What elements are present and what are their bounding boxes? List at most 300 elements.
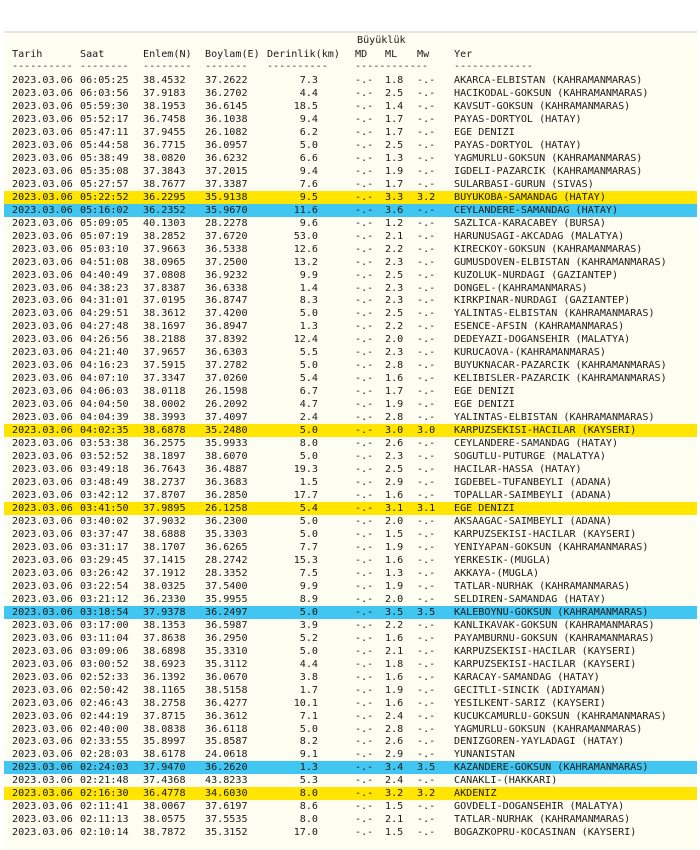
cell-time: 05:03:10 [80, 243, 129, 255]
cell-date: 2023.03.06 [12, 360, 73, 372]
table-row[interactable] [4, 230, 697, 243]
cell-ml: 1.8 [385, 658, 404, 670]
cell-ml: 1.7 [385, 386, 404, 398]
table-row[interactable] [4, 645, 697, 658]
cell-location: ESENCE-AFSIN (KAHRAMANMARAS) [454, 321, 625, 333]
cell-time: 05:07:19 [80, 230, 129, 242]
cell-depth: 7.3 [299, 75, 318, 86]
cell-mw: 3.1 [417, 503, 436, 514]
cell-mw: -.- [417, 541, 436, 553]
cell-longitude: 36.8947 [205, 321, 248, 333]
cell-ml: 2.3 [385, 451, 404, 463]
cell-longitude: 37.2015 [205, 165, 248, 177]
cell-time: 03:11:04 [80, 632, 129, 644]
table-row[interactable] [4, 165, 697, 178]
cell-location: SULARBASI-GURUN (SIVAS) [454, 178, 594, 190]
cell-time: 02:24:03 [80, 762, 129, 774]
cell-time: 04:29:51 [80, 308, 129, 320]
cell-ml: 2.0 [385, 515, 404, 527]
cell-time: 03:49:18 [80, 464, 129, 476]
cell-md: -.- [355, 152, 374, 164]
cell-latitude: 38.6898 [143, 645, 186, 657]
cell-latitude: 37.0808 [143, 269, 186, 281]
cell-longitude: 36.6118 [205, 723, 248, 735]
cell-ml: 3.6 [385, 204, 404, 216]
cell-location: SOGUTLU-PUTURGE (MALATYA) [454, 451, 606, 463]
table-row[interactable] [4, 126, 697, 139]
table-row[interactable] [4, 580, 697, 593]
cell-ml: 2.8 [385, 723, 404, 735]
cell-mw: -.- [417, 282, 436, 294]
table-row[interactable] [4, 307, 697, 320]
table-row[interactable] [4, 256, 697, 269]
table-row[interactable] [4, 684, 697, 697]
cell-date: 2023.03.06 [12, 425, 73, 437]
table-row[interactable] [4, 710, 697, 723]
cell-date: 2023.03.06 [12, 399, 73, 411]
cell-depth: 12.4 [293, 334, 318, 346]
cell-longitude: 35.3310 [205, 645, 248, 657]
cell-location: AKDENIZ [454, 788, 497, 800]
table-row[interactable] [4, 671, 697, 684]
cell-location: PAYAMBURNU-GOKSUN (KAHRAMANMARAS) [454, 632, 655, 644]
cell-date: 2023.03.06 [12, 165, 73, 177]
cell-time: 04:06:03 [80, 386, 129, 398]
table-row[interactable] [4, 282, 697, 295]
table-row[interactable] [4, 424, 697, 437]
cell-md: -.- [355, 438, 374, 450]
cell-depth: 5.4 [299, 373, 318, 385]
cell-md: -.- [355, 606, 374, 618]
cell-longitude: 43.8233 [205, 775, 248, 787]
cell-md: -.- [355, 503, 374, 514]
table-row[interactable] [4, 787, 697, 800]
cell-date: 2023.03.06 [12, 801, 73, 813]
cell-location: GUMUSDOVEN-ELBISTAN (KAHRAMANMARAS) [454, 256, 667, 268]
cell-time: 05:47:11 [80, 126, 129, 138]
table-row[interactable] [4, 139, 697, 152]
table-row[interactable] [4, 191, 697, 204]
cell-ml: 1.5 [385, 801, 404, 813]
cell-md: -.- [355, 269, 374, 281]
cell-time: 02:10:14 [80, 827, 129, 839]
cell-md: -.- [355, 515, 374, 527]
cell-depth: 9.1 [299, 749, 318, 761]
cell-mw: -.- [417, 684, 436, 696]
cell-latitude: 38.0067 [143, 801, 186, 813]
table-row[interactable] [4, 346, 697, 359]
cell-latitude: 37.9183 [143, 87, 186, 99]
cell-md: -.- [355, 528, 374, 540]
cell-md: -.- [355, 736, 374, 748]
col-header-location: Yer [454, 49, 473, 60]
cell-latitude: 37.8715 [143, 710, 186, 722]
cell-latitude: 37.5915 [143, 360, 186, 372]
table-row[interactable] [4, 800, 697, 813]
cell-location: SAZLICA-KARACABEY (BURSA) [454, 217, 606, 229]
table-row[interactable] [4, 178, 697, 191]
cell-latitude: 37.9032 [143, 515, 186, 527]
cell-date: 2023.03.06 [12, 347, 73, 359]
cell-date: 2023.03.06 [12, 541, 73, 553]
cell-ml: 1.9 [385, 541, 404, 553]
cell-date: 2023.03.06 [12, 788, 73, 800]
cell-time: 04:38:23 [80, 282, 129, 294]
cell-mw: -.- [417, 139, 436, 151]
cell-latitude: 36.2295 [143, 191, 186, 203]
cell-md: -.- [355, 541, 374, 553]
cell-depth: 9.6 [299, 217, 318, 229]
cell-ml: 1.9 [385, 684, 404, 696]
cell-depth: 2.4 [299, 412, 318, 424]
table-row[interactable] [4, 411, 697, 424]
cell-time: 04:02:35 [80, 425, 129, 437]
table-row[interactable] [4, 372, 697, 385]
cell-mw: -.- [417, 528, 436, 540]
cell-location: KARPUZSEKISI-HACILAR (KAYSERI) [454, 658, 637, 670]
table-row[interactable] [4, 398, 697, 411]
cell-date: 2023.03.06 [12, 515, 73, 527]
cell-ml: 2.6 [385, 736, 404, 748]
cell-latitude: 38.0002 [143, 399, 186, 411]
table-row[interactable] [4, 320, 697, 333]
cell-longitude: 36.2497 [205, 606, 248, 618]
cell-depth: 17.7 [293, 490, 318, 502]
cell-depth: 6.6 [299, 152, 318, 164]
table-row[interactable] [4, 761, 697, 774]
table-row[interactable] [4, 204, 697, 217]
cell-date: 2023.03.06 [12, 269, 73, 281]
table-row[interactable] [4, 554, 697, 567]
table-row[interactable] [4, 632, 697, 645]
cell-date: 2023.03.06 [12, 139, 73, 151]
cell-md: -.- [355, 165, 374, 177]
cell-mw: -.- [417, 451, 436, 463]
cell-time: 04:16:23 [80, 360, 129, 372]
cell-latitude: 38.1353 [143, 619, 186, 631]
cell-location: PAYAS-DORTYOL (HATAY) [454, 139, 582, 151]
cell-location: KIRECKOY-GOKSUN (KAHRAMANMARAS) [454, 243, 643, 255]
cell-mw: -.- [417, 308, 436, 320]
cell-md: -.- [355, 425, 374, 437]
cell-md: -.- [355, 295, 374, 307]
col-header-longitude: Boylam(E) [205, 49, 260, 60]
cell-time: 02:11:41 [80, 801, 129, 813]
cell-longitude: 28.2278 [205, 217, 248, 229]
cell-md: -.- [355, 658, 374, 670]
table-row[interactable] [4, 450, 697, 463]
table-row[interactable] [4, 697, 697, 710]
table-row[interactable] [4, 243, 697, 256]
table-row[interactable] [4, 541, 697, 554]
cell-time: 02:52:33 [80, 671, 129, 683]
cell-date: 2023.03.06 [12, 243, 73, 255]
cell-md: -.- [355, 671, 374, 683]
cell-date: 2023.03.06 [12, 308, 73, 320]
cell-md: -.- [355, 204, 374, 216]
cell-mw: -.- [417, 100, 436, 112]
table-row[interactable] [4, 152, 697, 165]
cell-location: BUYUKNACAR-PAZARCIK (KAHRAMANMARAS) [454, 360, 667, 372]
cell-date: 2023.03.06 [12, 282, 73, 294]
cell-latitude: 38.2852 [143, 230, 186, 242]
cell-time: 04:27:48 [80, 321, 129, 333]
cell-depth: 7.5 [299, 567, 318, 579]
table-row[interactable] [4, 735, 697, 748]
cell-date: 2023.03.06 [12, 217, 73, 229]
cell-latitude: 37.9455 [143, 126, 186, 138]
cell-mw: -.- [417, 671, 436, 683]
cell-time: 06:03:56 [80, 87, 129, 99]
table-row[interactable] [4, 528, 697, 541]
cell-longitude: 36.5987 [205, 619, 248, 631]
cell-md: -.- [355, 619, 374, 631]
cell-mw: -.- [417, 256, 436, 268]
cell-depth: 10.1 [293, 697, 318, 709]
cell-location: IGDEBEL-TUFANBEYLI (ADANA) [454, 477, 613, 489]
col-header-latitude: Enlem(N) [143, 49, 192, 60]
cell-longitude: 37.5400 [205, 580, 248, 592]
table-row[interactable] [4, 606, 697, 619]
cell-location: HACIKODAL-GOKSUN (KAHRAMANMARAS) [454, 87, 649, 99]
cell-longitude: 28.2742 [205, 554, 248, 566]
cell-time: 03:26:42 [80, 567, 129, 579]
cell-mw: -.- [417, 204, 436, 216]
cell-ml: 1.5 [385, 528, 404, 540]
cell-longitude: 26.1082 [205, 126, 248, 138]
cell-time: 05:09:05 [80, 217, 129, 229]
cell-depth: 5.4 [299, 503, 318, 514]
cell-time: 03:22:54 [80, 580, 129, 592]
cell-ml: 3.4 [385, 762, 404, 774]
cell-mw: -.- [417, 126, 436, 138]
cell-latitude: 38.6888 [143, 528, 186, 540]
cell-depth: 9.9 [299, 580, 318, 592]
cell-depth: 9.4 [299, 113, 318, 125]
cell-md: -.- [355, 645, 374, 657]
cell-md: -.- [355, 814, 374, 826]
cell-mw: -.- [417, 373, 436, 385]
cell-location: PAYAS-DORTYOL (HATAY) [454, 113, 582, 125]
cell-location: KELIBISLER-PAZARCIK (KAHRAMANMARAS) [454, 373, 667, 385]
table-row[interactable] [4, 113, 697, 126]
cell-location: IGDELI-PAZARCIK (KAHRAMANMARAS) [454, 165, 643, 177]
cell-depth: 1.3 [299, 321, 318, 333]
cell-md: -.- [355, 684, 374, 696]
cell-time: 03:00:52 [80, 658, 129, 670]
table-row[interactable] [4, 476, 697, 489]
cell-depth: 4.4 [299, 658, 318, 670]
table-row[interactable] [4, 515, 697, 528]
cell-longitude: 35.2480 [205, 425, 248, 437]
table-row[interactable] [4, 74, 697, 87]
cell-longitude: 24.0618 [205, 749, 248, 761]
cell-md: -.- [355, 697, 374, 709]
cell-depth: 5.0 [299, 515, 318, 527]
cell-latitude: 37.1912 [143, 567, 186, 579]
cell-depth: 5.0 [299, 723, 318, 735]
cell-md: -.- [355, 775, 374, 787]
table-row[interactable] [4, 100, 697, 113]
cell-location: CEYLANDERE-SAMANDAG (HATAY) [454, 204, 619, 216]
cell-mw: -.- [417, 464, 436, 476]
cell-time: 04:51:08 [80, 256, 129, 268]
cell-longitude: 36.6303 [205, 347, 248, 359]
cell-mw: -.- [417, 412, 436, 424]
cell-depth: 11.6 [293, 204, 318, 216]
cell-mw: -.- [417, 567, 436, 579]
cell-longitude: 37.5535 [205, 814, 248, 826]
cell-mw: -.- [417, 515, 436, 527]
cell-depth: 8.0 [299, 438, 318, 450]
separator-magnitude: ------------ [355, 61, 428, 72]
cell-latitude: 38.0965 [143, 256, 186, 268]
cell-longitude: 38.5158 [205, 684, 248, 696]
cell-mw: 3.5 [417, 762, 436, 774]
cell-longitude: 37.2500 [205, 256, 248, 268]
cell-md: -.- [355, 580, 374, 592]
table-row[interactable] [4, 826, 697, 839]
cell-longitude: 37.4200 [205, 308, 248, 320]
cell-depth: 8.9 [299, 593, 318, 605]
cell-ml: 2.5 [385, 87, 404, 99]
cell-md: -.- [355, 75, 374, 86]
cell-md: -.- [355, 827, 374, 839]
cell-date: 2023.03.06 [12, 191, 73, 203]
cell-time: 05:16:02 [80, 204, 129, 216]
cell-mw: 3.0 [417, 425, 436, 437]
col-header-mw: Mw [417, 49, 430, 60]
cell-ml: 2.6 [385, 438, 404, 450]
table-row[interactable] [4, 774, 697, 787]
table-row[interactable] [4, 723, 697, 736]
cell-date: 2023.03.06 [12, 152, 73, 164]
cell-time: 03:37:47 [80, 528, 129, 540]
table-row[interactable] [4, 359, 697, 372]
table-row[interactable] [4, 437, 697, 450]
separator-latitude: -------- [143, 61, 192, 72]
cell-time: 02:28:03 [80, 749, 129, 761]
cell-mw: -.- [417, 632, 436, 644]
cell-ml: 2.9 [385, 749, 404, 761]
cell-date: 2023.03.06 [12, 593, 73, 605]
cell-depth: 9.5 [299, 191, 318, 203]
cell-ml: 1.9 [385, 580, 404, 592]
cell-ml: 2.1 [385, 230, 404, 242]
cell-md: -.- [355, 490, 374, 502]
cell-depth: 13.2 [293, 256, 318, 268]
cell-date: 2023.03.06 [12, 619, 73, 631]
table-row[interactable] [4, 269, 697, 282]
cell-ml: 2.3 [385, 282, 404, 294]
table-row[interactable] [4, 489, 697, 502]
table-row[interactable] [4, 463, 697, 476]
cell-latitude: 37.8707 [143, 490, 186, 502]
cell-date: 2023.03.06 [12, 723, 73, 735]
cell-time: 02:11:13 [80, 814, 129, 826]
cell-location: AKSAAGAC-SAIMBEYLI (ADANA) [454, 515, 613, 527]
cell-latitude: 36.7643 [143, 464, 186, 476]
cell-latitude: 36.1392 [143, 671, 186, 683]
cell-location: EGE DENIZI [454, 399, 515, 411]
cell-date: 2023.03.06 [12, 412, 73, 424]
cell-depth: 5.0 [299, 606, 318, 618]
cell-time: 04:26:56 [80, 334, 129, 346]
cell-depth: 9.4 [299, 165, 318, 177]
table-row[interactable] [4, 619, 697, 632]
table-row[interactable] [4, 385, 697, 398]
cell-time: 05:44:58 [80, 139, 129, 151]
cell-location: KARPUZSEKISI-HACILAR (KAYSERI) [454, 425, 637, 437]
cell-latitude: 38.7677 [143, 178, 186, 190]
cell-date: 2023.03.06 [12, 113, 73, 125]
cell-ml: 1.7 [385, 113, 404, 125]
table-row[interactable] [4, 502, 697, 515]
cell-ml: 2.1 [385, 645, 404, 657]
cell-time: 04:21:40 [80, 347, 129, 359]
cell-location: HACILAR-HASSA (HATAY) [454, 464, 582, 476]
cell-latitude: 36.7715 [143, 139, 186, 151]
table-row[interactable] [4, 567, 697, 580]
cell-md: -.- [355, 256, 374, 268]
cell-latitude: 37.1415 [143, 554, 186, 566]
cell-longitude: 28.3352 [205, 567, 248, 579]
table-row[interactable] [4, 87, 697, 100]
cell-md: -.- [355, 593, 374, 605]
cell-md: -.- [355, 632, 374, 644]
cell-depth: 53.0 [293, 230, 318, 242]
cell-depth: 1.7 [299, 684, 318, 696]
cell-latitude: 38.0325 [143, 580, 186, 592]
cell-depth: 7.6 [299, 178, 318, 190]
cell-longitude: 36.1038 [205, 113, 248, 125]
cell-mw: -.- [417, 178, 436, 190]
cell-latitude: 36.2330 [143, 593, 186, 605]
cell-latitude: 37.4368 [143, 775, 186, 787]
cell-location: KAZANDERE-GOKSUN (KAHRAMANMARAS) [454, 762, 649, 774]
cell-longitude: 36.8747 [205, 295, 248, 307]
cell-date: 2023.03.06 [12, 697, 73, 709]
cell-ml: 2.3 [385, 347, 404, 359]
cell-depth: 5.3 [299, 775, 318, 787]
cell-latitude: 38.6878 [143, 425, 186, 437]
cell-location: YAGMURLU-GOKSUN (KAHRAMANMARAS) [454, 723, 643, 735]
cell-date: 2023.03.06 [12, 75, 73, 86]
cell-latitude: 38.1697 [143, 321, 186, 333]
cell-time: 05:52:17 [80, 113, 129, 125]
cell-latitude: 37.9657 [143, 347, 186, 359]
cell-latitude: 38.2737 [143, 477, 186, 489]
table-row[interactable] [4, 294, 697, 307]
cell-time: 03:29:45 [80, 554, 129, 566]
cell-longitude: 38.6070 [205, 451, 248, 463]
cell-location: KARPUZSEKISI-HACILAR (KAYSERI) [454, 528, 637, 540]
cell-ml: 1.2 [385, 217, 404, 229]
table-row[interactable] [4, 593, 697, 606]
table-row[interactable] [4, 333, 697, 346]
table-row[interactable] [4, 748, 697, 761]
table-row[interactable] [4, 813, 697, 826]
cell-location: KUCUKCAMURLU-GOKSUN (KAHRAMANMARAS) [454, 710, 667, 722]
cell-depth: 6.7 [299, 386, 318, 398]
cell-date: 2023.03.06 [12, 204, 73, 216]
table-row[interactable] [4, 658, 697, 671]
table-row[interactable] [4, 217, 697, 230]
cell-longitude: 36.6145 [205, 100, 248, 112]
cell-mw: -.- [417, 619, 436, 631]
cell-location: TATLAR-NURHAK (KAHRAMANMARAS) [454, 814, 631, 826]
cell-location: KARACAY-SAMANDAG (HATAY) [454, 671, 600, 683]
